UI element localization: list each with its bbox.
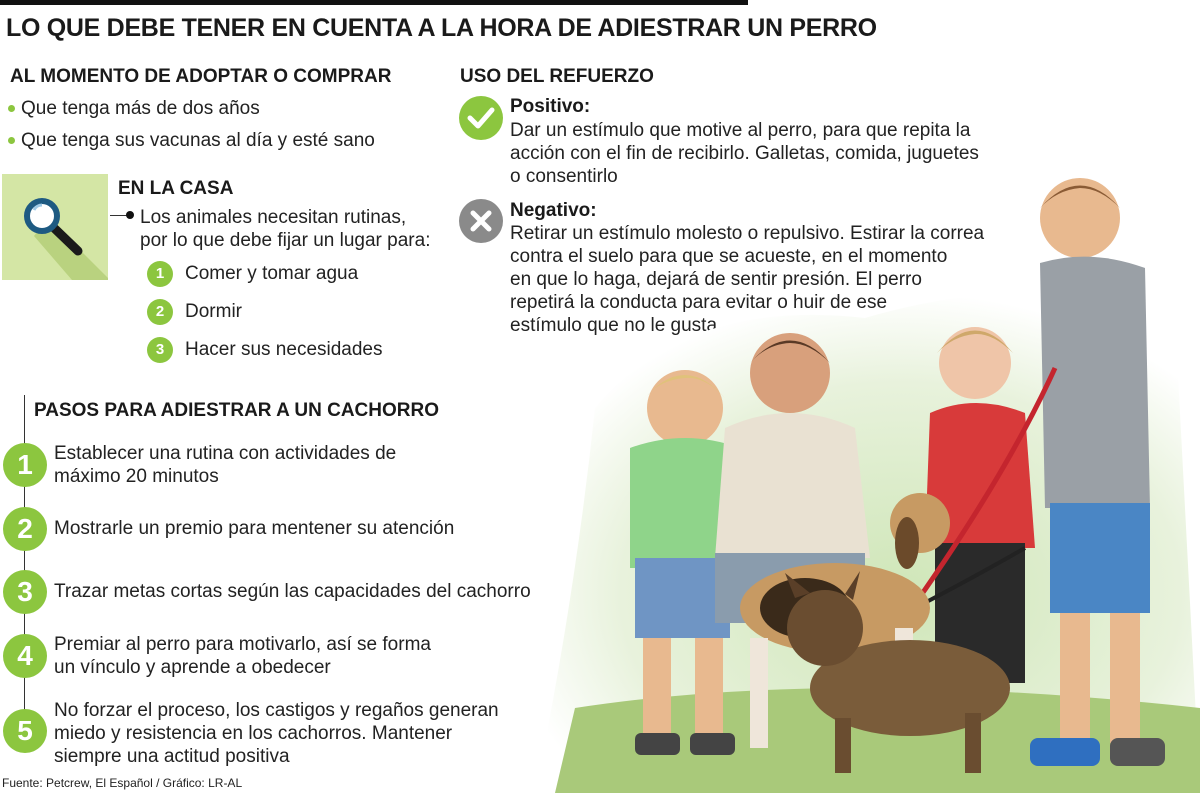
top-rule (0, 0, 748, 5)
source-note: Fuente: Petcrew, El Español / Gráfico: LR-AL (2, 776, 243, 790)
check-icon (459, 96, 503, 140)
negative-label: Negativo: (510, 200, 597, 221)
step-number-3: 3 (3, 570, 47, 614)
bullet-icon (8, 105, 15, 112)
step-text: Premiar al perro para motivarlo, así se forma (54, 634, 431, 655)
positive-line: o consentirlo (510, 166, 618, 187)
bullet-icon (8, 137, 15, 144)
family-dogs-photo (535, 148, 1200, 793)
negative-line: estímulo que no le gusta (510, 315, 718, 336)
step-text: máximo 20 minutos (54, 466, 219, 487)
negative-line: Retirar un estímulo molesto o repulsivo. Estirar la correa (510, 223, 985, 244)
page-title: LO QUE DEBE TENER EN CUENTA A LA HORA DE ADIESTRAR UN PERRO (6, 14, 877, 42)
adopt-item-text: Que tenga sus vacunas al día y esté sano (21, 130, 375, 151)
reinforcement-heading: USO DEL REFUERZO (460, 66, 654, 87)
house-intro-2: por lo que debe fijar un lugar para: (140, 230, 431, 251)
house-dot (126, 211, 134, 219)
negative-line: repetirá la conducta para evitar o huir de ese (510, 292, 888, 313)
cross-icon (459, 199, 503, 243)
adopt-item-text: Que tenga más de dos años (21, 98, 260, 119)
step-number-5: 5 (3, 709, 47, 753)
house-number-3: 3 (147, 337, 173, 363)
house-intro-1: Los animales necesitan rutinas, (140, 207, 407, 228)
house-heading: EN LA CASA (118, 178, 234, 199)
step-text: miedo y resistencia en los cachorros. Mantener (54, 723, 453, 744)
negative-line: en que lo haga, dejará de sentir presión. El perro (510, 269, 922, 290)
step-number-2: 2 (3, 507, 47, 551)
magnifier-icon (2, 174, 108, 280)
adopt-heading: AL MOMENTO DE ADOPTAR O COMPRAR (10, 66, 392, 87)
house-number-2: 2 (147, 299, 173, 325)
house-item-1: Comer y tomar agua (185, 263, 359, 284)
magnifier-tile (2, 174, 108, 280)
house-number-1: 1 (147, 261, 173, 287)
positive-line: Dar un estímulo que motive al perro, para que repita la (510, 120, 971, 141)
step-number-1: 1 (3, 443, 47, 487)
adopt-item (8, 97, 260, 120)
steps-heading: PASOS PARA ADIESTRAR A UN CACHORRO (34, 400, 439, 421)
adopt-item (8, 129, 375, 152)
house-item-2: Dormir (185, 301, 242, 322)
positive-line: acción con el fin de recibirlo. Galletas, comida, juguetes (510, 143, 979, 164)
house-item-3: Hacer sus necesidades (185, 339, 383, 360)
positive-label: Positivo: (510, 96, 591, 117)
step-number-4: 4 (3, 634, 47, 678)
step-text: No forzar el proceso, los castigos y regaños generan (54, 700, 499, 721)
negative-line: contra el suelo para que se acueste, en el momento (510, 246, 948, 267)
step-text: Establecer una rutina con actividades de (54, 443, 397, 464)
step-text: Trazar metas cortas según las capacidades del cachorro (54, 581, 531, 602)
step-text: un vínculo y aprende a obedecer (54, 657, 331, 678)
step-text: siempre una actitud positiva (54, 746, 290, 767)
step-text: Mostrarle un premio para mentener su atención (54, 518, 455, 539)
